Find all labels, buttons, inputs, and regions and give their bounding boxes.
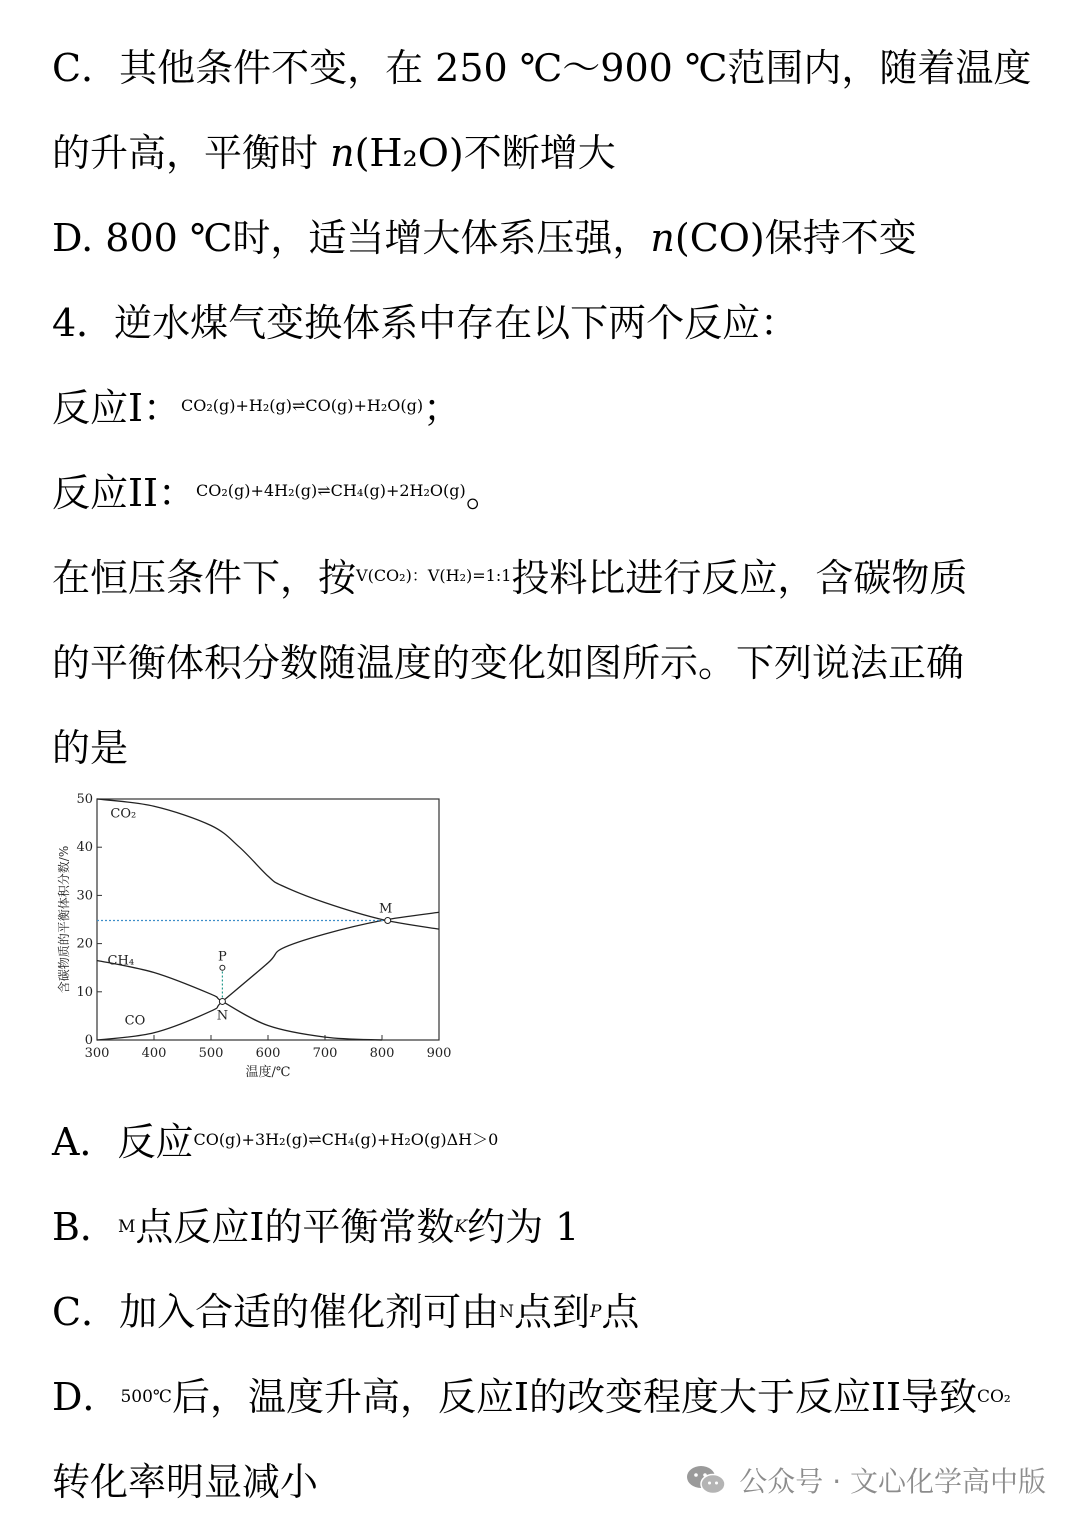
condition-line1 bbox=[52, 556, 967, 604]
x-tick-label: 500 bbox=[198, 1046, 224, 1061]
reaction-label: 反应II： bbox=[52, 471, 197, 515]
text: ； bbox=[423, 386, 462, 430]
italic-n: n bbox=[650, 216, 675, 260]
reaction-equation: CO₂(g)+H₂(g)⇌CO(g)+H₂O(g) bbox=[181, 395, 424, 415]
text: 的是 bbox=[52, 726, 129, 770]
text: 点反应I的平衡常数 bbox=[135, 1205, 455, 1249]
volume-fraction-chart bbox=[52, 785, 462, 1085]
co2-label: CO₂ bbox=[976, 1386, 1011, 1407]
point-label-m: M bbox=[379, 901, 393, 917]
text: 后，温度升高，反应I的改变程度大于反应II导致 bbox=[171, 1375, 977, 1419]
temperature-label: 500℃ bbox=[120, 1386, 172, 1407]
series-label: CO₂ bbox=[110, 806, 137, 822]
series-label: CO bbox=[124, 1013, 146, 1029]
x-tick-label: 900 bbox=[426, 1046, 452, 1061]
text: B． bbox=[52, 1205, 118, 1249]
ratio-formula: V(CO₂)：V(H₂)=1:1 bbox=[356, 565, 512, 585]
reaction-1 bbox=[52, 386, 461, 434]
point-p-label: P bbox=[589, 1301, 602, 1322]
option-c-previous-line2 bbox=[52, 131, 616, 175]
text: 在恒压条件下，按 bbox=[52, 556, 357, 600]
point-n-label: N bbox=[499, 1301, 514, 1322]
point-label-n: N bbox=[216, 1008, 229, 1024]
watermark bbox=[685, 1460, 1046, 1500]
point-m-label: M bbox=[117, 1216, 136, 1237]
option-c[interactable] bbox=[52, 1290, 639, 1338]
option-c-previous-line1 bbox=[52, 46, 1031, 90]
x-tick-label: 300 bbox=[84, 1046, 110, 1061]
reaction-label: 反应I： bbox=[52, 386, 182, 430]
option-d-line2 bbox=[52, 1460, 318, 1504]
text: 投料比进行反应，含碳物质 bbox=[511, 556, 968, 600]
option-b[interactable] bbox=[52, 1205, 579, 1253]
x-axis-label: 温度/℃ bbox=[245, 1065, 291, 1080]
text: A．反应 bbox=[52, 1120, 194, 1164]
text: 点 bbox=[601, 1290, 640, 1334]
reaction-2 bbox=[52, 471, 504, 519]
point-p bbox=[220, 965, 225, 970]
text: (CO)保持不变 bbox=[674, 216, 917, 260]
condition-line3 bbox=[52, 726, 128, 770]
watermark-text: 公众号 · 文心化学高中版 bbox=[739, 1465, 1046, 1498]
italic-n: n bbox=[330, 131, 355, 175]
chart-svg bbox=[52, 785, 462, 1085]
text: C．加入合适的催化剂可由 bbox=[52, 1290, 500, 1334]
question-4-stem bbox=[52, 301, 798, 345]
text: C．其他条件不变，在 250 ℃～900 ℃范围内，随着温度 bbox=[52, 46, 1032, 90]
wechat-icon bbox=[685, 1464, 727, 1496]
x-tick-label: 600 bbox=[255, 1046, 281, 1061]
x-tick-label: 400 bbox=[141, 1046, 167, 1061]
series-line-co bbox=[97, 912, 439, 1040]
reaction-equation: CO(g)+3H₂(g)⇌CH₄(g)+H₂O(g)ΔH＞0 bbox=[193, 1129, 499, 1149]
reaction-equation: CO₂(g)+4H₂(g)⇌CH₄(g)+2H₂O(g) bbox=[196, 480, 466, 500]
text: (H₂O)不断增大 bbox=[354, 131, 616, 175]
y-tick-label: 10 bbox=[76, 984, 93, 1000]
text: 。 bbox=[465, 471, 504, 515]
text: 4．逆水煤气变换体系中存在以下两个反应： bbox=[52, 301, 799, 345]
text: 的平衡体积分数随温度的变化如图所示。下列说法正确 bbox=[52, 641, 965, 685]
point-n bbox=[219, 998, 225, 1004]
text: D. 800 ℃时，适当增大体系压强， bbox=[52, 216, 651, 260]
option-d[interactable] bbox=[52, 1375, 1011, 1423]
y-axis-label: 含碳物质的平衡体积分数/% bbox=[57, 845, 71, 994]
x-tick-label: 800 bbox=[369, 1046, 395, 1061]
x-tick-label: 700 bbox=[312, 1046, 338, 1061]
option-d-previous bbox=[52, 216, 917, 260]
series-label: CH₄ bbox=[107, 953, 135, 969]
text: 点到 bbox=[513, 1290, 590, 1334]
text: 约为 1 bbox=[467, 1205, 580, 1249]
y-tick-label: 50 bbox=[76, 792, 93, 807]
text: D． bbox=[52, 1375, 121, 1419]
y-tick-label: 30 bbox=[76, 888, 93, 904]
condition-line2 bbox=[52, 641, 964, 685]
y-tick-label: 0 bbox=[84, 1033, 93, 1048]
option-a[interactable] bbox=[52, 1120, 498, 1168]
point-m bbox=[385, 917, 391, 923]
constant-k-label: K bbox=[454, 1216, 468, 1237]
y-tick-label: 20 bbox=[76, 936, 93, 952]
y-tick-label: 40 bbox=[76, 840, 93, 856]
text: 的升高，平衡时 bbox=[52, 131, 331, 175]
text: 转化率明显减小 bbox=[52, 1460, 319, 1504]
point-label-p: P bbox=[218, 949, 227, 965]
